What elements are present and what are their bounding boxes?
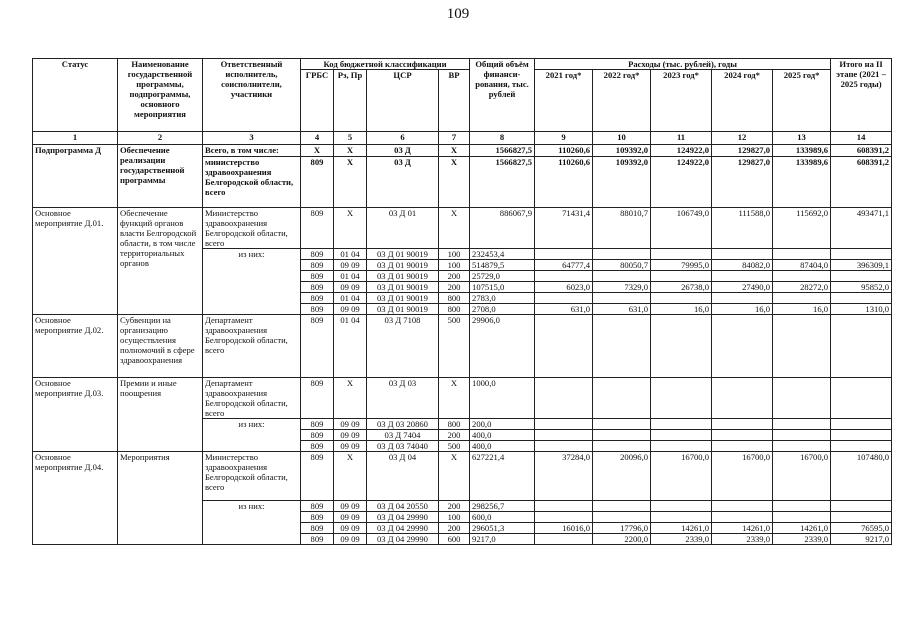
csr-cell: 03 Д 03 74040	[367, 441, 439, 452]
itogo-cell	[831, 271, 892, 282]
vr-cell: 200	[439, 282, 470, 293]
y2024-cell: 84082,0	[712, 260, 773, 271]
grbs-cell: 809	[301, 512, 334, 523]
y2025-cell	[773, 512, 831, 523]
y2022-cell	[593, 441, 651, 452]
total-cell: 514879,5	[470, 260, 535, 271]
col-num: 14	[831, 132, 892, 145]
csr-cell: 03 Д 04 29990	[367, 534, 439, 545]
iz-nih-cell: из них:	[203, 249, 301, 315]
page-number: 109	[446, 6, 470, 22]
grbs-cell: 809	[301, 304, 334, 315]
y2024-cell	[712, 271, 773, 282]
rzpr-cell: 09 09	[334, 441, 367, 452]
csr-cell: 03 Д 01	[367, 208, 439, 249]
total-cell: 886067,9	[470, 208, 535, 249]
col-num: 4	[301, 132, 334, 145]
col-num: 5	[334, 132, 367, 145]
rzpr-cell: 09 09	[334, 501, 367, 512]
y2024-cell: 111588,0	[712, 208, 773, 249]
y2021-cell	[535, 315, 593, 378]
y2022-cell	[593, 512, 651, 523]
responsible-cell: Министерство здравоохранения Белгородской области, всего	[203, 208, 301, 249]
grbs-cell: 809	[301, 157, 334, 208]
rzpr-cell: Х	[334, 208, 367, 249]
y2023-cell: 124922,0	[651, 145, 712, 157]
y2025-cell: 16,0	[773, 304, 831, 315]
y2022-cell	[593, 419, 651, 430]
y2025-cell	[773, 430, 831, 441]
col-num: 11	[651, 132, 712, 145]
y2023-cell	[651, 249, 712, 260]
csr-cell: 03 Д 04 20550	[367, 501, 439, 512]
csr-cell: 03 Д 01 90019	[367, 304, 439, 315]
y2023-cell: 26738,0	[651, 282, 712, 293]
y2024-cell	[712, 249, 773, 260]
y2023-cell: 106749,0	[651, 208, 712, 249]
total-cell: 29906,0	[470, 315, 535, 378]
y2024-cell: 2339,0	[712, 534, 773, 545]
vr-cell: 800	[439, 304, 470, 315]
itogo-cell	[831, 419, 892, 430]
y2022-cell: 109392,0	[593, 145, 651, 157]
vr-cell: 100	[439, 260, 470, 271]
total-cell: 107515,0	[470, 282, 535, 293]
y2025-cell	[773, 419, 831, 430]
y2023-cell: 16,0	[651, 304, 712, 315]
grbs-cell: 809	[301, 452, 334, 501]
y2024-cell: 16,0	[712, 304, 773, 315]
name-cell: Премии и иные поощрения	[118, 378, 203, 452]
itogo-cell: 608391,2	[831, 157, 892, 208]
y2021-cell	[535, 512, 593, 523]
y2024-cell: 16700,0	[712, 452, 773, 501]
col-num: 9	[535, 132, 593, 145]
csr-cell: 03 Д 04 29990	[367, 523, 439, 534]
header-grbs: ГРБС	[301, 70, 334, 132]
itogo-cell: 608391,2	[831, 145, 892, 157]
itogo-cell: 9217,0	[831, 534, 892, 545]
csr-cell: 03 Д 01 90019	[367, 282, 439, 293]
vr-cell: Х	[439, 208, 470, 249]
itogo-cell: 493471,1	[831, 208, 892, 249]
header-row	[33, 59, 892, 70]
col-num: 7	[439, 132, 470, 145]
y2024-cell	[712, 512, 773, 523]
total-cell: 1566827,5	[470, 145, 535, 157]
y2025-cell	[773, 441, 831, 452]
table-row	[33, 315, 892, 378]
vr-cell: 100	[439, 512, 470, 523]
y2024-cell: 129827,0	[712, 157, 773, 208]
y2025-cell: 87404,0	[773, 260, 831, 271]
itogo-cell	[831, 249, 892, 260]
y2021-cell	[535, 441, 593, 452]
rzpr-cell: 09 09	[334, 512, 367, 523]
csr-cell: 03 Д 01 90019	[367, 260, 439, 271]
header-2022: 2022 год*	[593, 70, 651, 132]
y2024-cell: 14261,0	[712, 523, 773, 534]
iz-nih-cell: из них:	[203, 501, 301, 545]
header-2025: 2025 год*	[773, 70, 831, 132]
y2023-cell	[651, 293, 712, 304]
responsible-cell: министерство здравоохранения Белгородской области, всего	[203, 157, 301, 208]
y2025-cell: 115692,0	[773, 208, 831, 249]
rzpr-cell: Х	[334, 145, 367, 157]
header-name: Наименование государственной программы, подпрограммы, основного мероприятия	[118, 59, 203, 132]
y2025-cell: 133989,6	[773, 157, 831, 208]
column-number-row	[33, 132, 892, 145]
y2023-cell: 124922,0	[651, 157, 712, 208]
name-cell: Мероприятия	[118, 452, 203, 545]
y2024-cell: 129827,0	[712, 145, 773, 157]
header-2021: 2021 год*	[535, 70, 593, 132]
grbs-cell: 809	[301, 249, 334, 260]
status-cell: Основное мероприятие Д.04.	[33, 452, 118, 545]
total-cell: 1566827,5	[470, 157, 535, 208]
itogo-cell: 107480,0	[831, 452, 892, 501]
y2022-cell: 109392,0	[593, 157, 651, 208]
y2021-cell: 37284,0	[535, 452, 593, 501]
rzpr-cell: 09 09	[334, 534, 367, 545]
responsible-cell: Министерство здравоохранения Белгородской области, всего	[203, 452, 301, 501]
y2023-cell	[651, 419, 712, 430]
csr-cell: 03 Д 03 20860	[367, 419, 439, 430]
y2022-cell	[593, 315, 651, 378]
responsible-cell: Департамент здравоохранения Белгородской области, всего	[203, 315, 301, 378]
vr-cell: 600	[439, 534, 470, 545]
rzpr-cell: 01 04	[334, 315, 367, 378]
col-num: 10	[593, 132, 651, 145]
grbs-cell: 809	[301, 534, 334, 545]
y2025-cell	[773, 315, 831, 378]
y2022-cell	[593, 249, 651, 260]
y2025-cell	[773, 293, 831, 304]
y2023-cell	[651, 315, 712, 378]
y2025-cell	[773, 271, 831, 282]
y2021-cell: 110260,6	[535, 145, 593, 157]
itogo-cell: 95852,0	[831, 282, 892, 293]
y2023-cell: 79995,0	[651, 260, 712, 271]
y2021-cell	[535, 534, 593, 545]
grbs-cell: 809	[301, 441, 334, 452]
y2021-cell: 16016,0	[535, 523, 593, 534]
csr-cell: 03 Д	[367, 145, 439, 157]
header-2023: 2023 год*	[651, 70, 712, 132]
grbs-cell: 809	[301, 378, 334, 419]
grbs-cell: 809	[301, 315, 334, 378]
rzpr-cell: 09 09	[334, 260, 367, 271]
y2021-cell	[535, 419, 593, 430]
y2022-cell: 88010,7	[593, 208, 651, 249]
y2021-cell: 6023,0	[535, 282, 593, 293]
y2022-cell	[593, 430, 651, 441]
status-cell: Подпрограмма Д	[33, 145, 118, 208]
grbs-cell: 809	[301, 523, 334, 534]
y2025-cell	[773, 378, 831, 419]
vr-cell: Х	[439, 452, 470, 501]
rzpr-cell: 09 09	[334, 419, 367, 430]
y2021-cell	[535, 271, 593, 282]
vr-cell: Х	[439, 378, 470, 419]
vr-cell: Х	[439, 145, 470, 157]
total-cell: 400,0	[470, 441, 535, 452]
y2025-cell: 14261,0	[773, 523, 831, 534]
y2021-cell: 64777,4	[535, 260, 593, 271]
rzpr-cell: Х	[334, 378, 367, 419]
y2022-cell: 2200,0	[593, 534, 651, 545]
vr-cell: 800	[439, 419, 470, 430]
vr-cell: 200	[439, 501, 470, 512]
vr-cell: 500	[439, 315, 470, 378]
total-cell: 600,0	[470, 512, 535, 523]
table-row	[33, 378, 892, 419]
name-cell: Обеспечение функций органов власти Белгородской области, в том числе территориальных органов	[118, 208, 203, 315]
y2022-cell	[593, 378, 651, 419]
y2021-cell	[535, 249, 593, 260]
y2025-cell	[773, 501, 831, 512]
y2023-cell	[651, 441, 712, 452]
col-num: 2	[118, 132, 203, 145]
header-code-group: Код бюджетной классификации	[301, 59, 470, 70]
y2023-cell	[651, 378, 712, 419]
y2025-cell: 16700,0	[773, 452, 831, 501]
y2024-cell	[712, 501, 773, 512]
rzpr-cell: 09 09	[334, 430, 367, 441]
y2024-cell	[712, 315, 773, 378]
csr-cell: 03 Д 01 90019	[367, 293, 439, 304]
rzpr-cell: Х	[334, 452, 367, 501]
y2023-cell: 14261,0	[651, 523, 712, 534]
y2024-cell	[712, 441, 773, 452]
total-cell: 298256,7	[470, 501, 535, 512]
header-itogo: Итого на II этапе (2021 – 2025 годы)	[831, 59, 892, 132]
y2023-cell: 2339,0	[651, 534, 712, 545]
total-cell: 296051,3	[470, 523, 535, 534]
total-cell: 627221,4	[470, 452, 535, 501]
grbs-cell: 809	[301, 293, 334, 304]
total-cell: 9217,0	[470, 534, 535, 545]
itogo-cell: 76595,0	[831, 523, 892, 534]
y2024-cell: 27490,0	[712, 282, 773, 293]
grbs-cell: 809	[301, 260, 334, 271]
itogo-cell	[831, 315, 892, 378]
total-cell: 25729,0	[470, 271, 535, 282]
status-cell: Основное мероприятие Д.03.	[33, 378, 118, 452]
y2023-cell	[651, 512, 712, 523]
y2025-cell: 2339,0	[773, 534, 831, 545]
itogo-cell	[831, 378, 892, 419]
csr-cell: 03 Д 7404	[367, 430, 439, 441]
y2023-cell: 16700,0	[651, 452, 712, 501]
itogo-cell	[831, 512, 892, 523]
y2023-cell	[651, 501, 712, 512]
table-row	[33, 208, 892, 249]
col-num: 8	[470, 132, 535, 145]
itogo-cell	[831, 501, 892, 512]
csr-cell: 03 Д 01 90019	[367, 249, 439, 260]
csr-cell: 03 Д 03	[367, 378, 439, 419]
csr-cell: 03 Д 04	[367, 452, 439, 501]
col-num: 12	[712, 132, 773, 145]
table-row	[33, 452, 892, 501]
vr-cell: 200	[439, 523, 470, 534]
total-cell: 1000,0	[470, 378, 535, 419]
responsible-cell: Департамент здравоохранения Белгородской области, всего	[203, 378, 301, 419]
y2024-cell	[712, 378, 773, 419]
vr-cell: 200	[439, 430, 470, 441]
y2024-cell	[712, 293, 773, 304]
header-responsible: Ответственный исполнитель, соисполнители, участники	[203, 59, 301, 132]
y2021-cell	[535, 430, 593, 441]
col-num: 1	[33, 132, 118, 145]
y2025-cell	[773, 249, 831, 260]
vr-cell: 100	[439, 249, 470, 260]
table-row	[33, 145, 892, 157]
csr-cell: 03 Д 7108	[367, 315, 439, 378]
header-rzpr: Рз, Пр	[334, 70, 367, 132]
rzpr-cell: Х	[334, 157, 367, 208]
itogo-cell	[831, 441, 892, 452]
rzpr-cell: 09 09	[334, 282, 367, 293]
budget-table	[32, 58, 892, 545]
csr-cell: 03 Д 04 29990	[367, 512, 439, 523]
y2022-cell: 631,0	[593, 304, 651, 315]
grbs-cell: Х	[301, 145, 334, 157]
y2021-cell	[535, 293, 593, 304]
status-cell: Основное мероприятие Д.01.	[33, 208, 118, 315]
csr-cell: 03 Д	[367, 157, 439, 208]
y2023-cell	[651, 271, 712, 282]
y2023-cell	[651, 430, 712, 441]
header-vr: ВР	[439, 70, 470, 132]
total-cell: 2708,0	[470, 304, 535, 315]
grbs-cell: 809	[301, 282, 334, 293]
y2021-cell: 71431,4	[535, 208, 593, 249]
itogo-cell: 1310,0	[831, 304, 892, 315]
y2021-cell: 631,0	[535, 304, 593, 315]
responsible-cell: Всего, в том числе:	[203, 145, 301, 157]
rzpr-cell: 01 04	[334, 249, 367, 260]
y2022-cell	[593, 271, 651, 282]
col-num: 13	[773, 132, 831, 145]
itogo-cell	[831, 293, 892, 304]
vr-cell: 500	[439, 441, 470, 452]
grbs-cell: 809	[301, 501, 334, 512]
y2025-cell: 28272,0	[773, 282, 831, 293]
csr-cell: 03 Д 01 90019	[367, 271, 439, 282]
vr-cell: Х	[439, 157, 470, 208]
itogo-cell	[831, 430, 892, 441]
grbs-cell: 809	[301, 208, 334, 249]
grbs-cell: 809	[301, 271, 334, 282]
y2022-cell: 20096,0	[593, 452, 651, 501]
y2022-cell	[593, 293, 651, 304]
y2025-cell: 133989,6	[773, 145, 831, 157]
header-2024: 2024 год*	[712, 70, 773, 132]
y2022-cell: 7329,0	[593, 282, 651, 293]
name-cell: Субвенции на организацию осуществления полномочий в сфере здравоохранения	[118, 315, 203, 378]
col-num: 6	[367, 132, 439, 145]
rzpr-cell: 01 04	[334, 271, 367, 282]
col-num: 3	[203, 132, 301, 145]
grbs-cell: 809	[301, 430, 334, 441]
y2022-cell	[593, 501, 651, 512]
y2021-cell	[535, 378, 593, 419]
total-cell: 2783,0	[470, 293, 535, 304]
header-total: Общий объём финанси-рования, тыс. рублей	[470, 59, 535, 132]
y2022-cell: 80050,7	[593, 260, 651, 271]
iz-nih-cell: из них:	[203, 419, 301, 452]
header-csr: ЦСР	[367, 70, 439, 132]
y2021-cell	[535, 501, 593, 512]
rzpr-cell: 09 09	[334, 523, 367, 534]
grbs-cell: 809	[301, 419, 334, 430]
name-cell: Обеспечение реализации государственной программы	[118, 145, 203, 208]
y2021-cell: 110260,6	[535, 157, 593, 208]
total-cell: 200,0	[470, 419, 535, 430]
header-expenses-group: Расходы (тыс. рублей), годы	[535, 59, 831, 70]
itogo-cell: 396309,1	[831, 260, 892, 271]
status-cell: Основное мероприятие Д.02.	[33, 315, 118, 378]
y2024-cell	[712, 430, 773, 441]
header-status: Статус	[33, 59, 118, 132]
rzpr-cell: 09 09	[334, 304, 367, 315]
rzpr-cell: 01 04	[334, 293, 367, 304]
total-cell: 400,0	[470, 430, 535, 441]
vr-cell: 200	[439, 271, 470, 282]
total-cell: 232453,4	[470, 249, 535, 260]
vr-cell: 800	[439, 293, 470, 304]
y2024-cell	[712, 419, 773, 430]
y2022-cell: 17796,0	[593, 523, 651, 534]
